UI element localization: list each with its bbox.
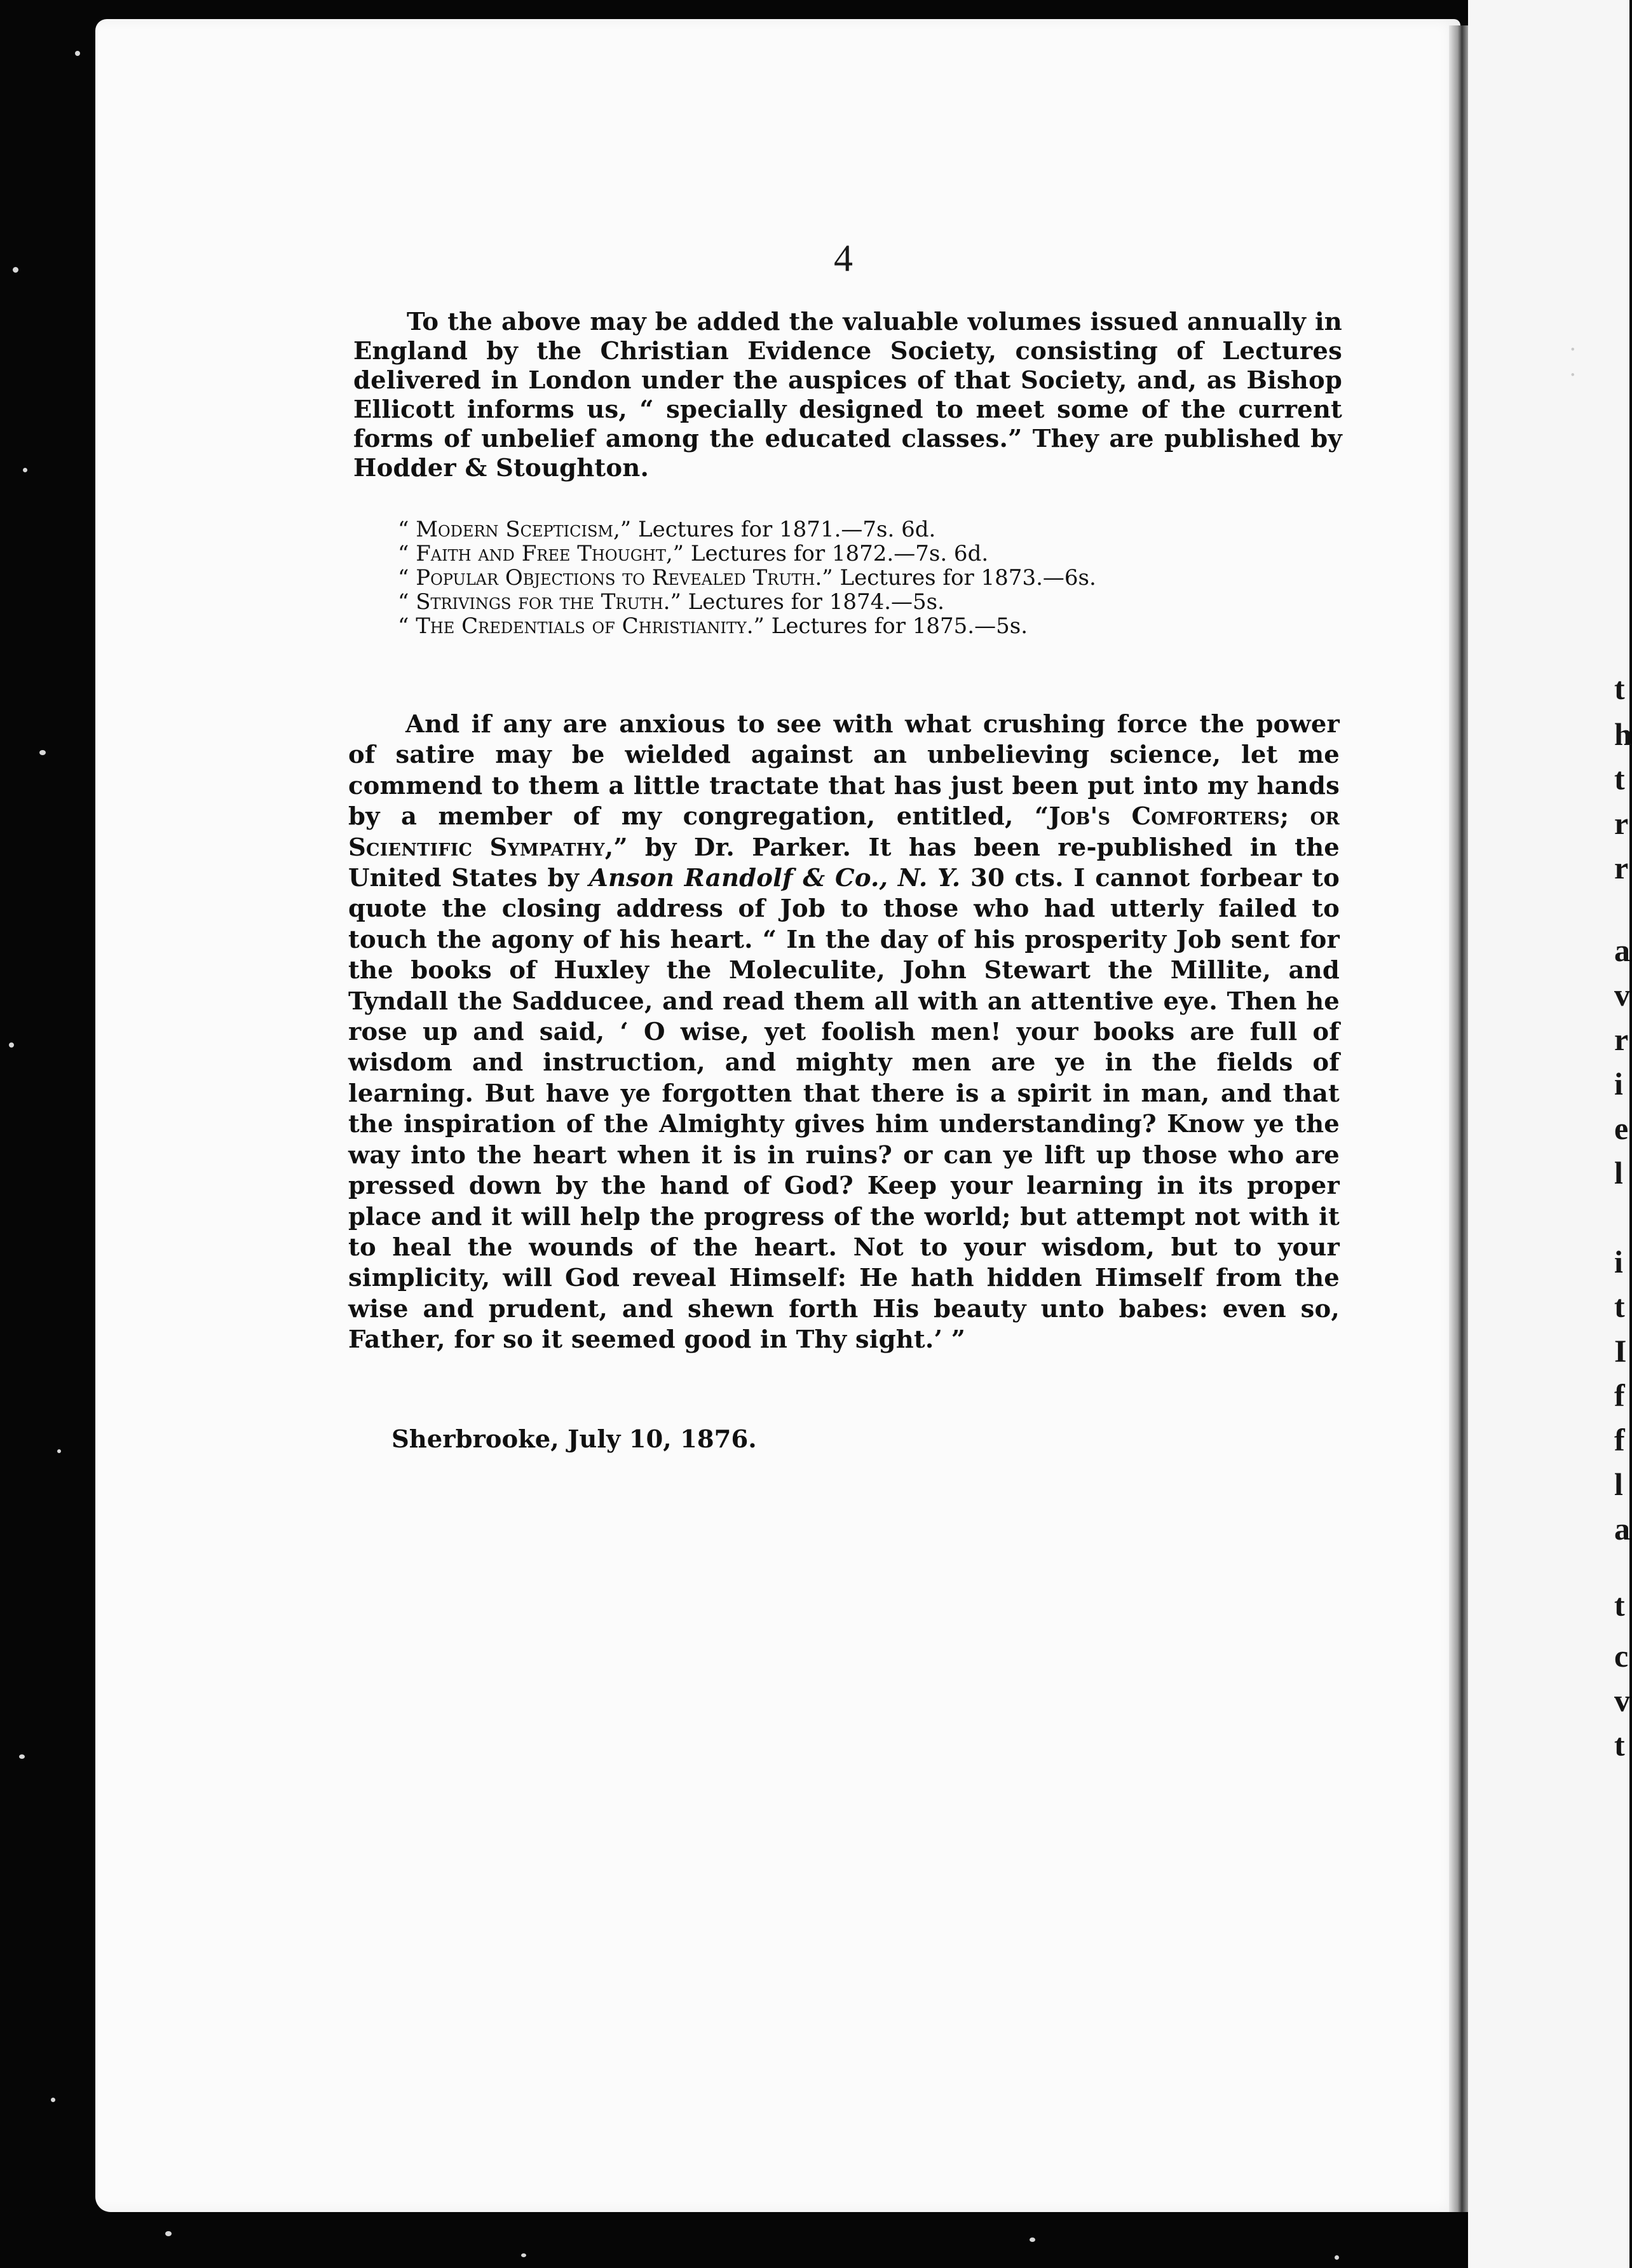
facing-page-fragment: I — [1614, 1333, 1627, 1369]
lecture-detail: Lectures for 1872.—7s. 6d. — [690, 541, 989, 566]
facing-page-fragment: t — [1614, 671, 1625, 706]
scan-speck — [75, 51, 80, 56]
lecture-detail: Lectures for 1873.—6s. — [840, 565, 1096, 591]
facing-page-fragment: v — [1614, 1683, 1630, 1718]
lecture-title: “ Strivings for the Truth.” — [398, 589, 681, 615]
facing-page — [1468, 0, 1629, 2268]
scan-speck — [57, 1449, 61, 1453]
publisher-name: Anson Randolf & Co., N. Y. — [588, 864, 961, 893]
lecture-item — [398, 590, 1351, 614]
lecture-item — [398, 566, 1351, 590]
page-number: 4 — [834, 237, 853, 279]
satire-text: ” by Dr. Parker. It has been re-published in the United States by — [348, 833, 1340, 893]
facing-page-fragment: i — [1614, 1066, 1623, 1102]
scan-speck — [521, 2253, 526, 2257]
scan-speck — [1030, 2237, 1035, 2242]
satire-paragraph — [348, 709, 1340, 1356]
scan-speck — [51, 2098, 55, 2102]
lecture-title: “ Modern Scepticism,” — [398, 517, 632, 542]
intro-paragraph: To the above may be added the valuable volumes issued annually in England by the Christian Evidence Society, consisting of Lectures delivered in London under the auspices of that Society, and, as Bishop Ellicott informs us, “ specially designed to meet some of the current forms of unbelief among the educated classes.” They are published by Hodder & Stoughton. — [353, 308, 1342, 482]
lecture-title: “ Popular Objections to Revealed Truth.” — [398, 565, 833, 591]
lecture-list — [398, 517, 1351, 638]
facing-page-fragment: f — [1614, 1422, 1625, 1458]
facing-page-fragment: r — [1614, 1021, 1629, 1057]
facing-page-fragment: l — [1614, 1466, 1623, 1502]
facing-page-fragment: c — [1614, 1638, 1629, 1674]
facing-page-fragment: r — [1614, 805, 1629, 841]
facing-page-fragment: . — [1570, 329, 1576, 356]
facing-page-fragment: t — [1614, 1727, 1625, 1763]
facing-page-fragment: . — [1570, 355, 1576, 381]
scan-speck — [39, 750, 46, 755]
satire-text: And if any are anxious to see with what crushing force the power of satire may be wielded against an unbelieving science, let me commend to them a little tractate that has just been put into my hands by a member of my congregation, entitled, “ — [348, 710, 1340, 831]
facing-page-fragment: t — [1614, 1587, 1625, 1623]
facing-page-fragment: t — [1614, 1288, 1625, 1324]
lecture-detail: Lectures for 1874.—5s. — [688, 589, 944, 615]
lecture-detail: Lectures for 1871.—7s. 6d. — [638, 517, 936, 542]
lecture-title: “ Faith and Free Thought,” — [398, 541, 684, 566]
lecture-title: “ The Credentials of Christianity.” — [398, 613, 765, 639]
facing-page-fragment: h — [1614, 716, 1632, 752]
lecture-item — [398, 614, 1351, 638]
facing-page-fragment: a — [1614, 1511, 1630, 1547]
facing-page-fragment: f — [1614, 1377, 1625, 1413]
facing-page-fragment: t — [1614, 761, 1625, 796]
scan-speck — [19, 1754, 25, 1759]
facing-page-fragment: r — [1614, 850, 1629, 885]
dateline: Sherbrooke, July 10, 1876. — [391, 1425, 757, 1454]
scan-speck — [23, 468, 27, 472]
facing-page-fragment: l — [1614, 1155, 1623, 1191]
tract-title: Job's Comforters; or Scientific Sympathy, — [348, 802, 1340, 862]
lecture-item — [398, 542, 1351, 566]
facing-page-fragment: e — [1614, 1110, 1629, 1146]
satire-text: 30 cts. I cannot forbear to quote the closing address of Job to those who had utterly failed to touch the agony of his heart. “ In the day of his prosperity Job sent for the books of Huxley the Moleculite, John Stewart the Millite, and Tyndall the Sadducee, and read them all with an attentive eye. Then he rose up and said, ‘ O wise, yet foolish men! your books are full of wisdom and instruction, and mighty men are ye in the fields of learning. But have ye forgotten that there is a spirit in man, and that the inspiration of the Almighty gives him understanding? Know ye the way into the heart when it is in ruins? or can ye lift up those who are pressed down by the hand of God? Keep your learning in its proper place and it will help the progress of the world; but attempt not with it to heal the wounds of the heart. Not to your wisdom, but to your simplicity, will God reveal Himself: He hath hidden Himself from the wise and prudent, and shewn forth His beauty unto babes: even so, Father, for so it seemed good in Thy sight.’ ” — [348, 864, 1340, 1355]
facing-page-fragment: v — [1614, 977, 1630, 1013]
scan-speck — [1335, 2255, 1339, 2260]
facing-page-fragment: i — [1614, 1244, 1623, 1280]
page-gutter — [1449, 25, 1471, 2212]
lecture-item — [398, 517, 1351, 542]
scan-speck — [9, 1042, 14, 1048]
scan-speck — [165, 2231, 172, 2236]
scan-speck — [13, 267, 18, 273]
facing-page-fragment: a — [1614, 932, 1630, 968]
lecture-detail: Lectures for 1875.—5s. — [771, 613, 1028, 639]
